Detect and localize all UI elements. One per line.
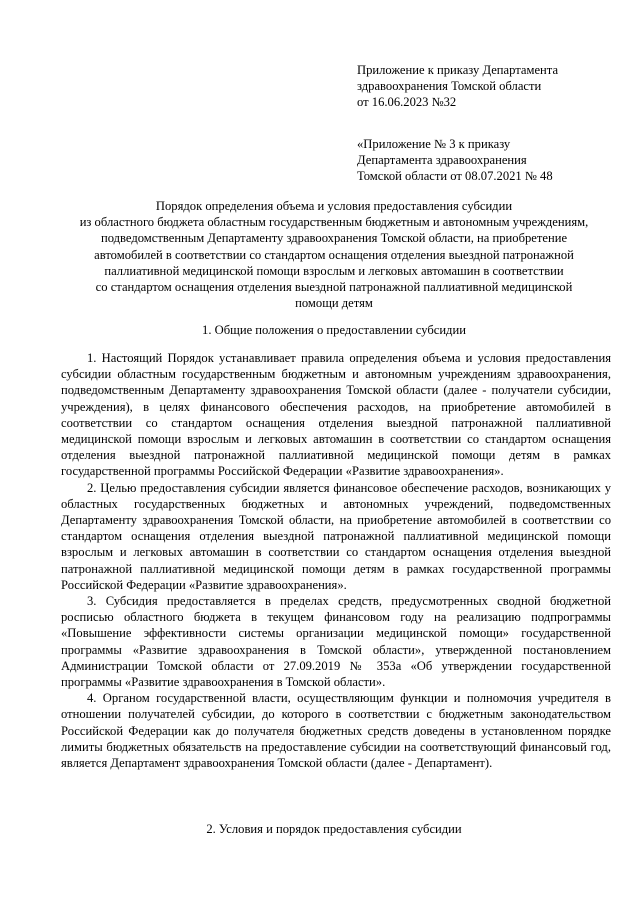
paragraph: 2. Целью предоставления субсидии является финансовое обеспечение расходов, возникающих у областных государственных бюджетных и автономных учреждений, подведомственных Департаменту здравоохранения Томской области, на приобретение автомобилей в соответствии со стандартом оснащения отделения выездной патронажной паллиативной медицинской помощи взрослым и легковых автомашин в соответствии со стандартом оснащения отделения выездной патронажной паллиативной медицинской помощи детям в рамках государственной программы Российской Федерации «Развитие здравоохранения».	[61, 480, 611, 592]
title-line: помощи детям	[295, 296, 373, 311]
appendix-line: Департамента здравоохранения	[357, 152, 527, 167]
appendix-line: «Приложение № 3 к приказу	[357, 136, 511, 151]
appendix-line: Приложение к приказу Департамента	[357, 63, 559, 77]
appendix-line: здравоохранения Томской области	[357, 79, 542, 94]
title-line: Порядок определения объема и условия предоставления субсидии	[155, 199, 513, 213]
appendix-line: от 16.06.2023 №32	[357, 95, 457, 110]
title-line: со стандартом оснащения отделения выездной патронажной паллиативной медицинской	[95, 280, 573, 295]
paragraph: 3. Субсидия предоставляется в пределах средств, предусмотренных сводной бюджетной росписью областного бюджета в текущем финансовом году на реализацию подпрограммы «Повышение эффективности системы организации медицинской помощи» государственной программы «Развитие здравоохранения в Томской области», утвержденной постановлением Администрации Томской области от 27.09.2019 № 353а «Об утверждении государственной программы «Развитие здравоохранения в Томской области».	[61, 594, 611, 690]
title-line: автомобилей в соответствии со стандартом оснащения отделения выездной патронажной	[94, 247, 574, 262]
section-heading: 2. Условия и порядок предоставления субсидии	[206, 822, 462, 836]
title-line: из областного бюджета областным государственным бюджетным и автономным учреждениям,	[79, 215, 589, 230]
document-body	[61, 350, 611, 771]
appendix-header	[357, 62, 627, 184]
title-line: подведомственным Департаменту здравоохранения Томской области, на приобретение	[100, 231, 568, 246]
document-title	[56, 198, 612, 311]
paragraph: 4. Органом государственной власти, осуществляющим функции и полномочия учредителя в отношении получателей субсидии, до которого в соответствии с бюджетным законодательством Российской Федерации как до получателя бюджетных средств доведены в установленном порядке лимиты бюджетных обязательств на предоставление субсидии на соответствующий финансовый год, является Департамент здравоохранения Томской области (далее - Департамент).	[61, 691, 611, 771]
section-heading: 1. Общие положения о предоставлении субсидии	[202, 323, 466, 337]
paragraph: 1. Настоящий Порядок устанавливает правила определения объема и условия предоставления субсидии областным государственным бюджетным и автономным учреждениям здравоохранения, подведомственным Департаменту здравоохранения Томской области (далее - получатели субсидии, учреждения), в целях финансового обеспечения расходов, на приобретение автомобилей в соответствии со стандартом оснащения отделения выездной патронажной паллиативной медицинской помощи взрослым и легковых автомашин в соответствии со стандартом оснащения отделения выездной патронажной паллиативной медицинской помощи детям в рамках государственной программы Российской Федерации «Развитие здравоохранения».	[61, 351, 611, 479]
title-line: паллиативной медицинской помощи взрослым и легковых автомашин в соответствии	[104, 263, 564, 278]
appendix-line: Томской области от 08.07.2021 № 48	[357, 169, 553, 184]
